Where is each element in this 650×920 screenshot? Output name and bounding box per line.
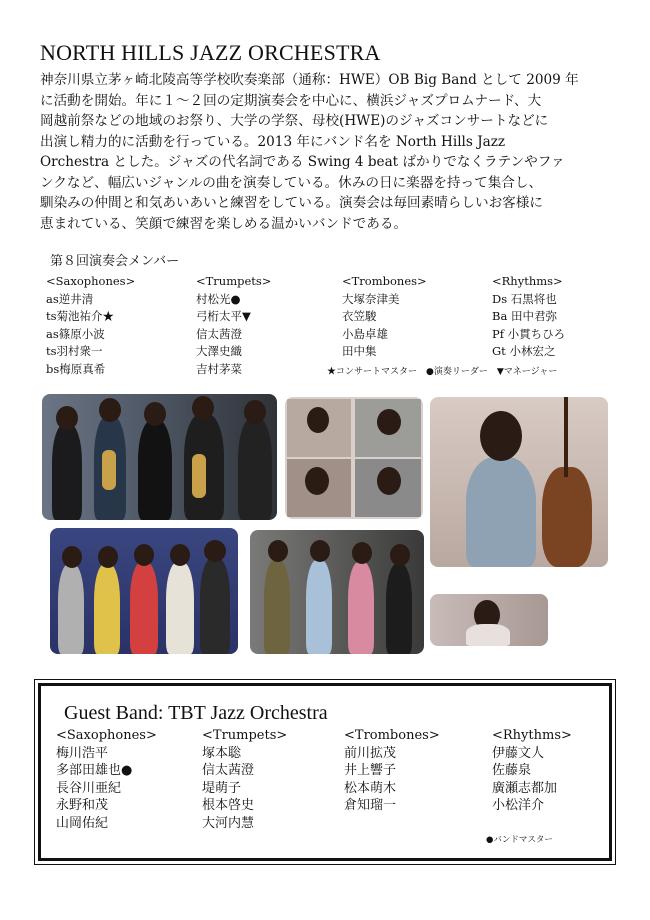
- section-heading: <Rhythms>: [492, 728, 572, 743]
- section-heading: <Trumpets>: [196, 274, 272, 288]
- intro-line: 恵まれている、笑顔で練習を楽しめる温かいバンドである。: [40, 215, 408, 232]
- member-name: ts菊池祐介★: [46, 309, 115, 323]
- member-name: 永野和茂: [56, 798, 109, 813]
- members-rhythms-column: [492, 273, 565, 361]
- members-subheading: 第８回演奏会メンバー: [50, 254, 180, 269]
- member-name: 大澤史織: [196, 344, 242, 358]
- member-name: as篠原小波: [46, 326, 105, 341]
- role-legend: ★コンサートマスター ●演奏リーダー ▼マネージャー: [327, 367, 558, 377]
- standing-members-photo: [250, 530, 424, 654]
- member-name: 松本萌木: [344, 780, 397, 796]
- member-name: 伊藤文人: [492, 745, 545, 761]
- band-members-collage-photo: [285, 397, 423, 519]
- member-name: 小島卓雄: [342, 326, 388, 341]
- section-heading: <Trombones>: [342, 274, 427, 288]
- intro-line: 岡越前祭などの地域のお祭り、大学の学祭、母校(HWE)のジャズコンサートなどに: [40, 113, 549, 129]
- pianist-photo: [430, 594, 548, 646]
- member-name: 根本啓史: [202, 798, 255, 813]
- member-name: 吉村茅菜: [196, 361, 242, 376]
- member-name: 衣笠駿: [342, 309, 377, 323]
- intro-paragraph: [40, 70, 610, 234]
- member-name: as逆井清: [46, 291, 94, 306]
- dancing-members-photo: [50, 528, 238, 654]
- member-name: 長谷川亜紀: [56, 780, 122, 796]
- intro-line: ンクなど、幅広いジャンルの曲を演奏している。休みの日に楽器を持って集合し、: [40, 174, 543, 191]
- band-master-note: ●バンドマスター: [486, 835, 553, 845]
- member-name: 信太茜澄: [196, 326, 242, 341]
- bassist-photo: [430, 397, 608, 567]
- member-name: Ds 石黒将也: [492, 291, 557, 306]
- members-saxophones-column: [46, 273, 135, 378]
- section-heading: <Saxophones>: [56, 728, 157, 743]
- member-name: 弓桁太平▼: [196, 309, 251, 323]
- intro-line: 出演し精力的に活動を行っている。2013 年にバンド名を North Hills Jazz: [40, 133, 506, 150]
- intro-line: Orchestra とした。ジャズの代名詞である Swing 4 beat ばかりでなくラテンやファ: [40, 154, 565, 170]
- member-name: ts羽村衆一: [46, 344, 103, 358]
- section-heading: <Trumpets>: [202, 728, 288, 743]
- members-trumpets-column: [196, 273, 271, 378]
- guest-trumpets-column: [202, 727, 287, 832]
- member-name: 小松洋介: [492, 798, 545, 813]
- member-name: 大塚奈津美: [342, 291, 400, 306]
- member-name: 井上響子: [344, 763, 397, 778]
- members-trombones-column: [342, 273, 427, 361]
- member-name: 倉知瑠一: [344, 798, 397, 813]
- member-name: 堤萌子: [202, 780, 242, 796]
- saxophone-section-photo: [42, 394, 277, 520]
- guest-rhythms-column: [492, 727, 572, 815]
- guest-band-title: Guest Band: TBT Jazz Orchestra: [64, 702, 328, 724]
- member-name: 大河内慧: [202, 815, 255, 831]
- section-heading: <Trombones>: [344, 728, 440, 743]
- section-heading: <Saxophones>: [46, 274, 136, 288]
- member-name: 佐藤泉: [492, 763, 532, 778]
- member-name: 山岡佑紀: [56, 815, 109, 831]
- member-name: 田中集: [342, 344, 377, 358]
- member-name: 梅川浩平: [56, 745, 109, 761]
- member-name: 信太茜澄: [202, 763, 255, 778]
- section-heading: <Rhythms>: [492, 274, 563, 288]
- member-name: bs梅原真希: [46, 361, 106, 376]
- intro-line: に活動を開始。年に１～２回の定期演奏会を中心に、横浜ジャズプロムナード、大: [40, 92, 542, 109]
- intro-line: 神奈川県立茅ヶ崎北陵高等学校吹奏楽部（通称：HWE）OB Big Band として 2009 年: [40, 72, 579, 88]
- member-name: 廣瀬志都加: [492, 780, 558, 796]
- guest-saxophones-column: [56, 727, 157, 832]
- member-name: Gt 小林宏之: [492, 344, 556, 358]
- page-title: NORTH HILLS JAZZ ORCHESTRA: [40, 40, 381, 65]
- member-name: 前川拡茂: [344, 745, 397, 761]
- member-name: 村松光●: [196, 291, 241, 306]
- member-name: Ba 田中君弥: [492, 309, 557, 323]
- member-name: 多部田雄也●: [56, 763, 133, 778]
- intro-line: 馴染みの仲間と和気あいあいと練習をしている。演奏会は毎回素晴らしいお客様に: [40, 195, 543, 211]
- member-name: Pf 小貫ちひろ: [492, 326, 566, 341]
- member-name: 塚本聡: [202, 745, 242, 761]
- guest-trombones-column: [344, 727, 440, 815]
